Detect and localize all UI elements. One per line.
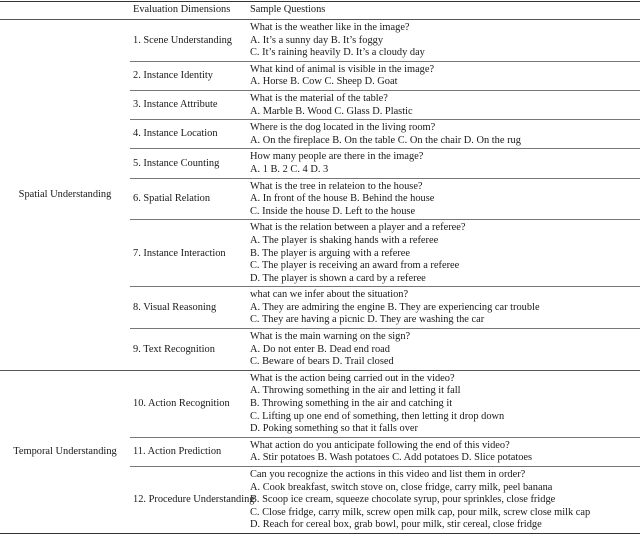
- dimension-name: 12. Procedure Understanding: [133, 494, 255, 506]
- dimension-name: 10. Action Recognition: [133, 398, 230, 410]
- dimension-rows: [130, 371, 640, 533]
- sample-question: [250, 469, 590, 532]
- table-header: [0, 2, 640, 20]
- table-row: [130, 61, 640, 90]
- answer-options: C. The player is receiving an award from a referee: [250, 260, 460, 272]
- question-text: How many people are there in the image?: [250, 151, 424, 163]
- sample-question: [250, 122, 521, 147]
- answer-options: C. It’s raining heavily D. It’s a cloudy day: [250, 47, 425, 59]
- dimension-name: 6. Spatial Relation: [133, 193, 211, 205]
- answer-options: D. The player is shown a card by a referee: [250, 272, 426, 284]
- answer-options: A. Stir potatoes B. Wash potatoes C. Add potatoes D. Slice potatoes: [250, 452, 533, 464]
- sample-question: [250, 222, 465, 285]
- dimension-name: 3. Instance Attribute: [133, 99, 218, 111]
- sample-question: [250, 440, 532, 465]
- sample-question: [250, 373, 504, 436]
- dimension-name: 8. Visual Reasoning: [133, 301, 217, 313]
- answer-options: A. Do not enter B. Dead end road: [250, 343, 390, 355]
- dimension-name: 2. Instance Identity: [133, 70, 213, 82]
- dimension-name: 5. Instance Counting: [133, 157, 220, 169]
- sample-question: [250, 181, 434, 219]
- table-row: [130, 466, 640, 533]
- table-row: [130, 178, 640, 220]
- header-evaluation-dimensions: Evaluation Dimensions: [133, 4, 231, 16]
- dimension-name: 9. Text Recognition: [133, 343, 215, 355]
- evaluation-dimensions-table: [0, 1, 640, 534]
- dimension-name: 11. Action Prediction: [133, 446, 222, 458]
- answer-options: B. Throwing something in the air and catching it: [250, 398, 453, 410]
- table-row: [130, 148, 640, 177]
- table-row: [130, 286, 640, 328]
- table-row: [130, 219, 640, 286]
- header-sample-questions: Sample Questions: [250, 4, 326, 16]
- answer-options: A. Cook breakfast, switch stove on, close fridge, carry milk, peel banana: [250, 481, 553, 493]
- answer-options: A. It’s a sunny day B. It’s foggy: [250, 34, 384, 46]
- question-text: What is the weather like in the image?: [250, 22, 410, 33]
- sample-question: [250, 22, 425, 60]
- dimension-rows: [130, 20, 640, 370]
- sample-question: [250, 331, 410, 369]
- category-label: Temporal Understanding: [13, 445, 117, 457]
- dimension-name: 4. Instance Location: [133, 128, 218, 140]
- answer-options: C. They are having a picnic D. They are washing the car: [250, 314, 485, 326]
- answer-options: C. Beware of bears D. Trail closed: [250, 356, 394, 368]
- question-text: What action do you anticipate following the end of this video?: [250, 439, 510, 451]
- dimension-name: 7. Instance Interaction: [133, 247, 226, 259]
- answer-options: A. Horse B. Cow C. Sheep D. Goat: [250, 76, 398, 88]
- question-text: What kind of animal is visible in the image?: [250, 63, 435, 75]
- answer-options: D. Poking something so that it falls over: [250, 423, 418, 435]
- answer-options: A. Marble B. Wood C. Glass D. Plastic: [250, 105, 413, 117]
- question-text: What is the material of the table?: [250, 92, 388, 104]
- sample-question: [250, 93, 413, 118]
- answer-options: C. Lifting up one end of something, then letting it drop down: [250, 410, 505, 422]
- question-text: Where is the dog located in the living room?: [250, 122, 436, 134]
- question-text: Can you recognize the actions in this video and list them in order?: [250, 469, 526, 480]
- answer-options: B. The player is arguing with a referee: [250, 247, 411, 259]
- answer-options: A. In front of the house B. Behind the house: [250, 193, 435, 205]
- question-text: What is the main warning on the sign?: [250, 331, 411, 343]
- dimension-name: 1. Scene Understanding: [133, 34, 232, 46]
- table-row: [130, 119, 640, 148]
- table-row: [130, 90, 640, 119]
- table-row: [130, 20, 640, 61]
- question-text: What is the relation between a player and a referee?: [250, 222, 466, 234]
- category-group: [0, 370, 640, 533]
- table-body: [0, 20, 640, 533]
- sample-question: [250, 64, 434, 89]
- category-label: Spatial Understanding: [18, 188, 112, 200]
- answer-options: C. Inside the house D. Left to the house: [250, 205, 416, 217]
- table-row: [130, 328, 640, 370]
- sample-question: [250, 151, 423, 176]
- question-text: What is the action being carried out in the video?: [250, 372, 455, 384]
- answer-options: C. Close fridge, carry milk, screw open milk cap, pour milk, screw close milk cap: [250, 506, 591, 518]
- answer-options: A. 1 B. 2 C. 4 D. 3: [250, 163, 329, 175]
- question-text: what can we infer about the situation?: [250, 289, 409, 301]
- answer-options: A. The player is shaking hands with a referee: [250, 234, 439, 246]
- answer-options: A. Throwing something in the air and letting it fall: [250, 385, 461, 397]
- answer-options: B. Scoop ice cream, squeeze chocolate syrup, pour sprinkles, close fridge: [250, 494, 556, 506]
- answer-options: A. They are admiring the engine B. They are experiencing car trouble: [250, 301, 540, 313]
- answer-options: A. On the fireplace B. On the table C. On the chair D. On the rug: [250, 134, 521, 146]
- answer-options: D. Reach for cereal box, grab bowl, pour milk, stir cereal, close fridge: [250, 519, 542, 531]
- question-text: What is the tree in relateion to the house?: [250, 180, 423, 192]
- table-row: [130, 371, 640, 437]
- category-group: [0, 20, 640, 370]
- table-row: [130, 437, 640, 466]
- sample-question: [250, 289, 540, 327]
